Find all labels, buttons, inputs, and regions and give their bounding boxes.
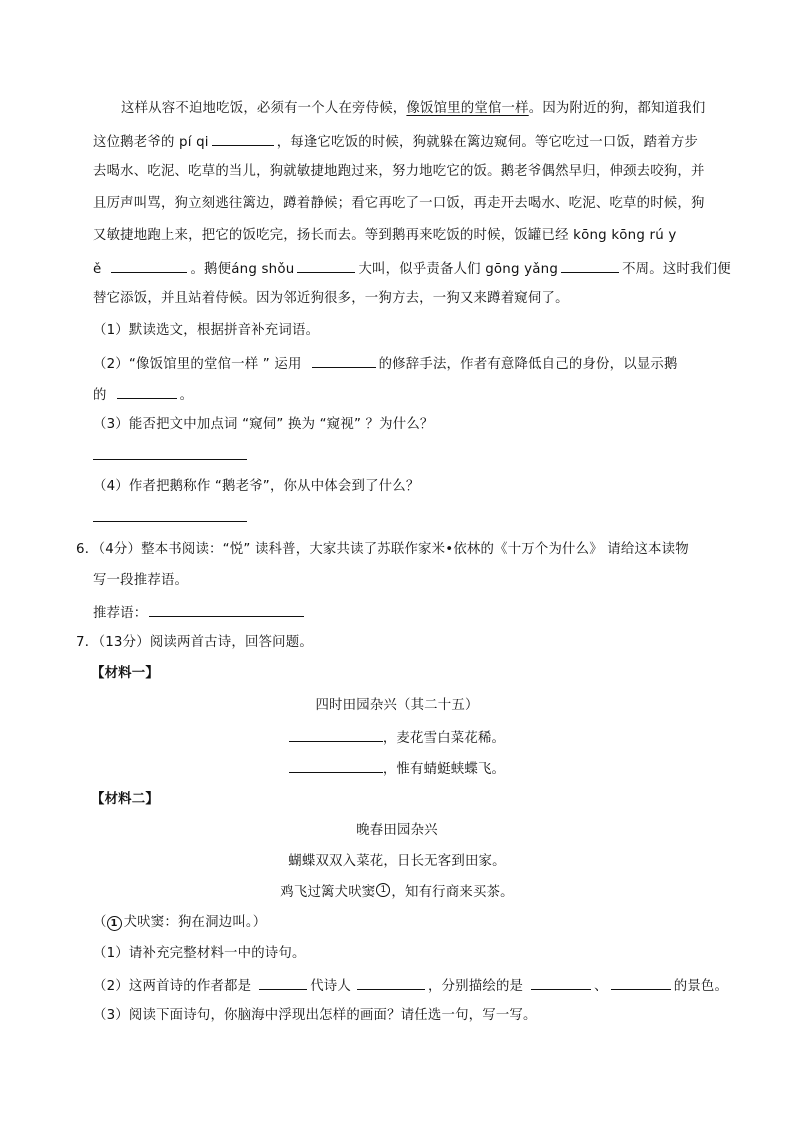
passage-text: 且厉声叫骂，狗立刻逃往篱边，蹲着静候；看它再吃了一口饭，再走开去喝水、吃泥、吃草的时候，狗 <box>93 196 705 211</box>
q7-head <box>76 633 313 653</box>
label-text: 【材料二】 <box>91 792 159 807</box>
answer-blank[interactable] <box>212 131 274 146</box>
passage-line-3 <box>93 162 705 182</box>
question-text: 。 <box>179 388 194 403</box>
pinyin-text: ě <box>93 262 102 277</box>
answer-blank[interactable] <box>289 727 383 742</box>
q6-line-3 <box>93 602 307 624</box>
answer-blank[interactable] <box>561 258 619 273</box>
recommend-blank[interactable] <box>149 602 304 617</box>
recommend-label: 推荐语： <box>93 606 148 621</box>
passage-text: 不周。这时我们便 <box>622 262 731 277</box>
passage-text: 。因为附近的狗，都知道我们 <box>528 101 706 116</box>
poem-text: ，惟有蜻蜓蛱蝶飞。 <box>382 762 506 777</box>
poem-1-line-1 <box>0 727 794 749</box>
passage-text: ，每逢它吃饭的时候，狗就躲在篱边窥伺。等它吃过一口饭，踏着方步 <box>276 135 699 150</box>
answer-blank[interactable] <box>357 975 425 990</box>
question-text: 写一段推荐语。 <box>93 573 189 588</box>
answer-blank[interactable] <box>259 975 307 990</box>
footnote-marker: 1 <box>376 883 390 897</box>
material-1-label <box>91 664 159 684</box>
question-text: （4）作者把鹅称作 “鹅老爷”，你从中体会到了什么？ <box>93 479 420 494</box>
question-text: （3）能否把文中加点词 “窥伺” 换为 “窥视” ？为什么？ <box>93 417 434 432</box>
title-text: 四时田园杂兴（其二十五） <box>315 698 479 713</box>
passage-line-1 <box>121 99 705 119</box>
underlined-phrase: 像饭馆里的堂倌一样 <box>406 101 529 116</box>
question-text: 代诗人 <box>310 979 351 994</box>
pinyin-text: 这位鹅老爷的 pí qi <box>93 135 209 150</box>
q5-sub-4 <box>93 477 419 497</box>
answer-blank[interactable] <box>111 258 187 273</box>
label-text: 【材料一】 <box>91 666 159 681</box>
answer-line[interactable] <box>93 459 247 460</box>
poem-2-title <box>0 821 794 841</box>
title-text: 晚春田园杂兴 <box>356 823 438 838</box>
q5-sub-2 <box>93 353 678 375</box>
q6-line-2 <box>93 571 188 591</box>
poem-text: 鸡飞过篱犬吠窦 <box>280 885 376 900</box>
passage-text: 又敏捷地跑上来，把它的饭吃完，扬长而去。等到鹅再来吃饭的时候，饭罐已经 kōng kōng rú y <box>93 228 677 243</box>
footnote-number: 1 <box>107 916 122 931</box>
poem-2-line-1 <box>0 852 794 872</box>
q5-sub-2-cont <box>93 384 193 406</box>
passage-line-4 <box>93 194 705 214</box>
passage-line-5 <box>93 226 676 246</box>
passage-text: 去喝水、吃泥、吃草的当儿，狗就敏捷地跑过来，努力地吃它的饭。鹅老爷偶然早归，伸颈去咬狗，并 <box>93 164 705 179</box>
answer-blank[interactable] <box>611 975 671 990</box>
poem-text: ，知有行商来买茶。 <box>391 885 514 900</box>
passage-line-6 <box>93 258 731 280</box>
q6-line-1 <box>76 540 689 560</box>
passage-text: 大叫，似乎责备人们 gōng yǎng <box>358 262 559 277</box>
passage-text: 这样从容不迫地吃饭，必须有一个人在旁侍候， <box>121 101 407 116</box>
question-text: （3）阅读下面诗句，你脑海中浮现出怎样的画面？请任选一句，写一写。 <box>93 1008 537 1023</box>
question-text: （1）请补充完整材料一中的诗句。 <box>93 946 306 961</box>
passage-line-2 <box>93 131 698 153</box>
poem-text: 蝴蝶双双入菜花，日长无客到田家。 <box>288 854 506 869</box>
passage-text: 替它添饭，并且站着侍候。因为邻近狗很多，一狗方去，一狗又来蹲着窥伺了。 <box>93 291 569 306</box>
passage-text: 。鹅便 <box>190 262 232 277</box>
answer-blank[interactable] <box>297 258 355 273</box>
pinyin-text: áng shǒu <box>231 262 295 277</box>
question-text: 6．（4分）整本书阅读：“悦” 读科普，大家共读了苏联作家米•依林的《十万个为什么》 请给这本读物 <box>76 542 689 557</box>
footnote-paren: （ <box>93 915 107 930</box>
question-text: （2）“像饭馆里的堂倌一样 ” 运用 <box>93 357 302 372</box>
poem-1-title <box>0 696 794 716</box>
question-text: 7．（13分）阅读两首古诗，回答问题。 <box>76 635 313 650</box>
q5-sub-3 <box>93 415 434 435</box>
q7-sub-3 <box>93 1006 537 1026</box>
q7-sub-1 <box>93 944 306 964</box>
question-text: 的 <box>93 388 107 403</box>
answer-line[interactable] <box>93 521 247 522</box>
question-text: 的修辞手法，作者有意降低自己的身份，以显示鹅 <box>378 357 678 372</box>
q7-sub-2 <box>93 975 728 997</box>
answer-blank[interactable] <box>117 384 177 399</box>
poem-1-line-2 <box>0 758 794 780</box>
answer-blank[interactable] <box>289 758 383 773</box>
answer-blank[interactable] <box>531 975 591 990</box>
question-text: 的景色。 <box>673 979 729 994</box>
question-text: ，分别描绘的是 <box>428 979 524 994</box>
answer-blank[interactable] <box>312 353 376 368</box>
poem-text: ，麦花雪白菜花稀。 <box>382 731 506 746</box>
question-text: 、 <box>594 979 608 994</box>
q5-sub-1 <box>93 321 319 341</box>
question-text: （1）默读选文，根据拼音补充词语。 <box>93 323 320 338</box>
material-2-label <box>91 790 159 810</box>
footnote <box>93 913 266 933</box>
footnote-text: 犬吠窦：狗在洞边叫。） <box>123 915 267 930</box>
passage-line-7 <box>93 289 569 309</box>
question-text: （2）这两首诗的作者都是 <box>93 979 252 994</box>
poem-2-line-2 <box>0 883 794 903</box>
